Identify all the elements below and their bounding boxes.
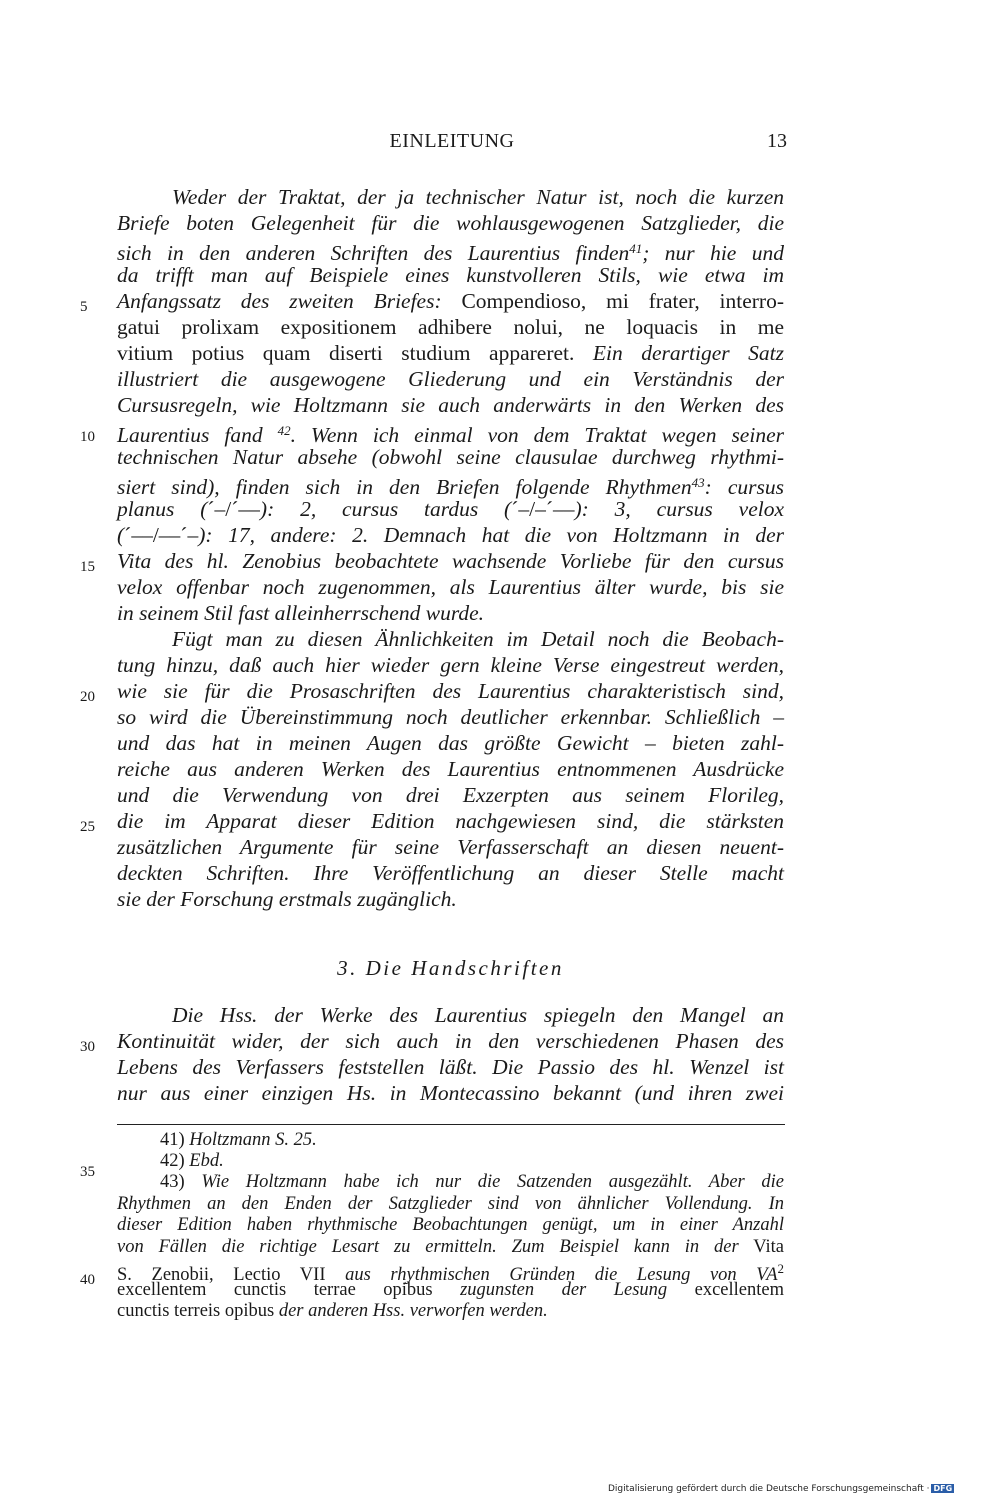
- text-line: Weder der Traktat, der ja technischer Natur ist, noch die kurzen: [172, 185, 784, 209]
- running-head: EINLEITUNG: [389, 130, 515, 152]
- text-line: velox offenbar noch zugenommen, als Laurentius älter wurde, bis sie: [117, 575, 784, 599]
- line-number: 30: [80, 1039, 95, 1055]
- text-line: sich in den anderen Schriften des Laurentius finden$^{41}$; nur hie und: [117, 241, 784, 265]
- text-line: Cursusregeln, wie Holtzmann sie auch anderwärts in den Werken des: [117, 393, 784, 417]
- text-line: und die Verwendung von drei Exzerpten aus seinem Florileg,: [117, 783, 784, 807]
- line-number: 25: [80, 819, 95, 835]
- text-line: Anfangssatz des zweiten Briefes: Compendioso, mi frater, interro-: [117, 289, 785, 313]
- text-line: die im Apparat dieser Edition nachgewiesen sind, die stärksten: [117, 809, 784, 833]
- text-line: Vita des hl. Zenobius beobachtete wachsende Vorliebe für den cursus: [117, 549, 784, 573]
- text-line: vitium potius quam diserti studium appareret. Ein derartiger Satz: [117, 341, 784, 365]
- text-line: und das hat in meinen Augen das größte Gewicht – bieten zahl-: [117, 731, 784, 755]
- line-number: 15: [80, 559, 95, 575]
- footnote-line: excellentem cunctis terrae opibus zugunsten der Lesung excellentem: [117, 1280, 784, 1300]
- footnote-41: 41) Holtzmann S. 25.: [160, 1130, 317, 1150]
- text-line: technischen Natur absehe (obwohl seine clausulae durchweg rhythmi-: [117, 445, 784, 469]
- text-line: Briefe boten Gelegenheit für die wohlausgewogenen Satzglieder, die: [117, 211, 784, 235]
- footnote-line: von Fällen die richtige Lesart zu ermitteln. Zum Beispiel kann in der Vita: [117, 1237, 784, 1257]
- text-line: Die Hss. der Werke des Laurentius spiegeln den Mangel an: [172, 1003, 784, 1027]
- footnote-43: 43) Wie Holtzmann habe ich nur die Satzenden ausgezählt. Aber die: [160, 1172, 784, 1192]
- line-number: 35: [80, 1164, 95, 1180]
- text-line: gatui prolixam expositionem adhibere nolui, ne loquacis in me: [117, 315, 784, 339]
- text-line: deckten Schriften. Ihre Veröffentlichung an dieser Stelle macht: [117, 861, 784, 885]
- line-number: 10: [80, 429, 95, 445]
- line-number: 5: [80, 299, 88, 315]
- credit-text: Digitalisierung gefördert durch die Deutsche Forschungsgemeinschaft ·: [608, 1484, 930, 1494]
- text-line: so wird die Übereinstimmung noch deutlicher erkennbar. Schließlich –: [117, 705, 784, 729]
- footnote-42: 42) Ebd.: [160, 1151, 224, 1171]
- line-number: 20: [80, 689, 95, 705]
- footnote-line: S. Zenobii, Lectio VII aus rhythmischen Gründen die Lesung von $VA^2$: [117, 1261, 784, 1285]
- text-line: (´––/––´–): 17, andere: 2. Demnach hat die von Holtzmann in der: [117, 523, 784, 547]
- dfg-logo-icon: DFG: [933, 1484, 953, 1493]
- text-line: illustriert die ausgewogene Gliederung und ein Verständnis der: [117, 367, 784, 391]
- text-line: Kontinuität wider, der sich auch in den verschiedenen Phasen des: [117, 1029, 784, 1053]
- footnote-rule: [117, 1124, 785, 1125]
- line-number: 40: [80, 1272, 95, 1288]
- footnote-line: Rhythmen an den Enden der Satzglieder sind von ähnlicher Vollendung. In: [117, 1194, 784, 1214]
- text-line: Fügt man zu diesen Ähnlichkeiten im Detail noch die Beobach-: [172, 627, 784, 651]
- text-line: reiche aus anderen Werken des Laurentius entnommenen Ausdrücke: [117, 757, 784, 781]
- text-line: planus (´–/´––): 2, cursus tardus (´–/–´––): 3, cursus velox: [117, 497, 784, 521]
- text-line: tung hinzu, daß auch hier wieder gern kleine Verse eingestreut werden,: [117, 653, 784, 677]
- text-line: zusätzlichen Argumente für seine Verfasserschaft an diesen neuent-: [117, 835, 784, 859]
- footnote-line: cunctis terreis opibus der anderen Hss. verworfen werden.: [117, 1301, 548, 1321]
- text-line: da trifft man auf Beispiele eines kunstvolleren Stils, wie etwa im: [117, 263, 784, 287]
- text-line: wie sie für die Prosaschriften des Laurentius charakteristisch sind,: [117, 679, 784, 703]
- text-line: nur aus einer einzigen Hs. in Montecassino bekannt (und ihren zwei: [117, 1081, 784, 1105]
- text-line: in seinem Stil fast alleinherrschend wurde.: [117, 601, 485, 625]
- section-heading: 3. Die Handschriften: [337, 956, 564, 980]
- text-line: sie der Forschung erstmals zugänglich.: [117, 887, 457, 911]
- footnote-line: dieser Edition haben rhythmische Beobachtungen genügt, um in einer Anzahl: [117, 1215, 784, 1235]
- page-header: [117, 130, 787, 160]
- text-line: Lebens des Verfassers feststellen läßt. Die Passio des hl. Wenzel ist: [117, 1055, 784, 1079]
- digitization-credit: [608, 1484, 954, 1494]
- page-number: 13: [767, 130, 787, 152]
- text-line: siert sind), finden sich in den Briefen folgende Rhythmen$^{43}$: cursus: [117, 475, 784, 499]
- text-line: Laurentius fand $^{42}$. Wenn ich einmal von dem Traktat wegen seiner: [117, 423, 784, 447]
